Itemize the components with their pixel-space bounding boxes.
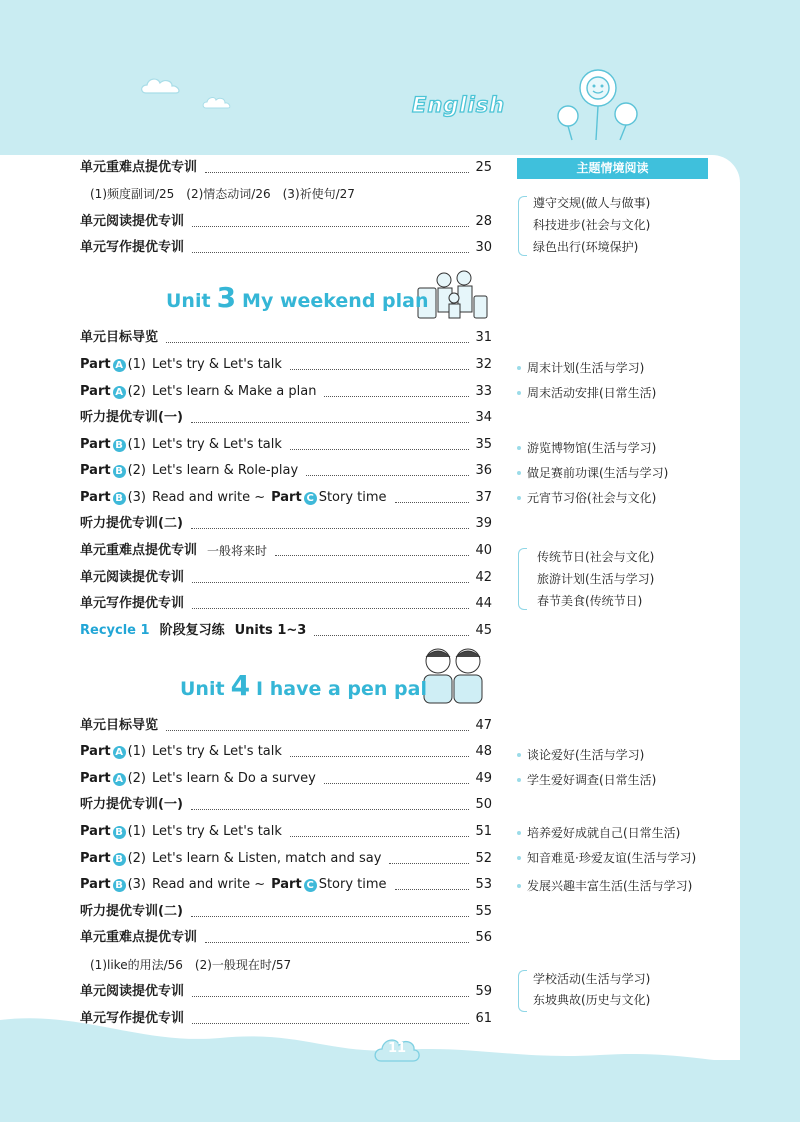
theme-item[interactable]: 传统节日(社会与文化) bbox=[537, 550, 655, 564]
theme-item[interactable]: 培养爱好成就自己(日常生活) bbox=[527, 826, 681, 840]
toc-row[interactable] bbox=[80, 594, 492, 614]
section-title: Let's learn & Make a plan bbox=[152, 384, 317, 399]
leader-dots bbox=[191, 528, 470, 529]
toc-label: 单元阅读提优专训 bbox=[80, 214, 185, 229]
theme-group-bracket bbox=[518, 196, 527, 256]
toc-label: 单元阅读提优专训 bbox=[80, 984, 185, 999]
part-letter-badge: B bbox=[113, 492, 126, 505]
part-letter-badge: C bbox=[304, 879, 317, 892]
part-letter-badge: B bbox=[113, 879, 126, 892]
theme-bullet bbox=[517, 778, 521, 782]
leader-dots bbox=[290, 369, 470, 370]
toc-row[interactable] bbox=[80, 212, 492, 232]
part-label: Part bbox=[80, 384, 111, 399]
part-label: Part bbox=[271, 490, 302, 505]
theme-item[interactable]: 谈论爱好(生活与学习) bbox=[527, 748, 645, 762]
toc-page: 61 bbox=[475, 1011, 492, 1026]
page-number: 11 bbox=[387, 1041, 407, 1056]
toc-page: 55 bbox=[475, 904, 492, 919]
theme-item[interactable]: 游览博物馆(生活与学习) bbox=[527, 441, 657, 455]
toc-page: 40 bbox=[475, 543, 492, 558]
toc-page: 56 bbox=[475, 930, 492, 945]
section-seq: (1) bbox=[127, 824, 146, 839]
section-seq: (1) bbox=[127, 744, 146, 759]
toc-row[interactable] bbox=[80, 982, 492, 1002]
toc-row[interactable] bbox=[80, 514, 492, 534]
part-label: Part bbox=[80, 824, 111, 839]
toc-row[interactable] bbox=[80, 621, 492, 641]
cloud-icon bbox=[202, 95, 234, 111]
unit-prefix: Unit bbox=[180, 678, 225, 700]
toc-page: 36 bbox=[475, 463, 492, 478]
toc-row[interactable] bbox=[80, 902, 492, 922]
part-letter-badge: A bbox=[113, 746, 126, 759]
toc-row[interactable] bbox=[80, 716, 492, 736]
toc-label: 单元写作提优专训 bbox=[80, 240, 185, 255]
section-seq: (2) bbox=[127, 851, 146, 866]
leader-dots bbox=[166, 730, 469, 731]
leader-dots bbox=[290, 449, 470, 450]
toc-page: 35 bbox=[475, 437, 492, 452]
toc-row[interactable] bbox=[80, 328, 492, 348]
theme-item[interactable]: 发展兴趣丰富生活(生活与学习) bbox=[527, 879, 693, 893]
toc-topic: 一般将来时 bbox=[207, 544, 268, 558]
theme-bullet bbox=[517, 753, 521, 757]
part-label: Part bbox=[80, 877, 111, 892]
leader-dots bbox=[192, 608, 469, 609]
toc-label: 单元重难点提优专训 bbox=[80, 930, 198, 945]
toc-row[interactable] bbox=[80, 238, 492, 258]
toc-page: 30 bbox=[475, 240, 492, 255]
leader-dots bbox=[290, 756, 470, 757]
leader-dots bbox=[192, 996, 469, 997]
leader-dots bbox=[192, 226, 469, 227]
theme-reading-header: 主题情境阅读 bbox=[517, 158, 708, 179]
section-title: Story time bbox=[318, 877, 387, 892]
part-letter-badge: B bbox=[113, 439, 126, 452]
theme-bullet bbox=[517, 856, 521, 860]
toc-label: 单元重难点提优专训 bbox=[80, 543, 198, 558]
leader-dots bbox=[395, 889, 470, 890]
toc-row[interactable] bbox=[80, 408, 492, 428]
toc-page: 49 bbox=[475, 771, 492, 786]
leader-dots bbox=[191, 422, 470, 423]
part-letter-badge: A bbox=[113, 773, 126, 786]
toc-row[interactable] bbox=[80, 568, 492, 588]
leader-dots bbox=[192, 252, 469, 253]
toc-label: 单元阅读提优专训 bbox=[80, 570, 185, 585]
leader-dots bbox=[275, 555, 469, 556]
unit-title-text: I have a pen pal bbox=[256, 678, 427, 700]
toc-page: 48 bbox=[475, 744, 492, 759]
leader-dots bbox=[191, 809, 470, 810]
right-margin-band bbox=[740, 155, 800, 1122]
cloud-icon bbox=[140, 75, 185, 97]
leader-dots bbox=[395, 502, 470, 503]
theme-group-bracket bbox=[518, 970, 527, 1012]
page-number-badge bbox=[373, 1033, 421, 1065]
toc-row[interactable] bbox=[80, 435, 492, 455]
toc-page: 25 bbox=[475, 160, 492, 175]
theme-item[interactable]: 遵守交规(做人与做事) bbox=[533, 196, 651, 210]
leader-dots bbox=[314, 635, 469, 636]
part-letter-badge: C bbox=[304, 492, 317, 505]
part-label: Part bbox=[80, 357, 111, 372]
theme-item[interactable]: 科技进步(社会与文化) bbox=[533, 218, 651, 232]
section-seq: (1) bbox=[127, 357, 146, 372]
part-label: Part bbox=[80, 437, 111, 452]
toc-page: 31 bbox=[475, 330, 492, 345]
toc-row[interactable] bbox=[80, 1009, 492, 1029]
theme-bullet bbox=[517, 496, 521, 500]
part-label: Part bbox=[80, 463, 111, 478]
toc-label: 单元写作提优专训 bbox=[80, 1011, 185, 1026]
leader-dots bbox=[306, 475, 469, 476]
part-label: Part bbox=[271, 877, 302, 892]
theme-bullet bbox=[517, 366, 521, 370]
leader-dots bbox=[166, 342, 469, 343]
toc-label: 阶段复习练 bbox=[159, 623, 225, 638]
theme-item[interactable]: 元宵节习俗(社会与文化) bbox=[527, 491, 657, 505]
unit-title-text: My weekend plan bbox=[242, 290, 429, 312]
toc-row[interactable] bbox=[80, 541, 492, 561]
sunflower-icon bbox=[548, 62, 643, 142]
toc-label: 听力提优专训(一) bbox=[80, 797, 183, 812]
toc-page: 59 bbox=[475, 984, 492, 999]
toc-row[interactable] bbox=[80, 875, 492, 895]
toc-row[interactable] bbox=[80, 769, 492, 789]
theme-bullet bbox=[517, 471, 521, 475]
toc-row[interactable] bbox=[80, 849, 492, 869]
unit-number: 3 bbox=[216, 281, 237, 314]
theme-item[interactable]: 春节美食(传统节日) bbox=[537, 594, 643, 608]
toc-row[interactable] bbox=[80, 355, 492, 375]
theme-item[interactable]: 周末活动安排(日常生活) bbox=[527, 386, 657, 400]
section-title: Story time bbox=[318, 490, 387, 505]
toc-label: 单元重难点提优专训 bbox=[80, 160, 198, 175]
theme-item[interactable]: 东坡典故(历史与文化) bbox=[533, 993, 651, 1007]
part-label: Part bbox=[80, 851, 111, 866]
theme-bullet bbox=[517, 884, 521, 888]
theme-bullet bbox=[517, 391, 521, 395]
theme-item[interactable]: 绿色出行(环境保护) bbox=[533, 240, 639, 254]
toc-row[interactable] bbox=[80, 822, 492, 842]
toc-label: 单元目标导览 bbox=[80, 330, 159, 345]
leader-dots bbox=[389, 863, 469, 864]
toc-page: 28 bbox=[475, 214, 492, 229]
toc-page: 33 bbox=[475, 384, 492, 399]
toc-page: 51 bbox=[475, 824, 492, 839]
section-title: Let's learn & Do a survey bbox=[152, 771, 316, 786]
part-letter-badge: A bbox=[113, 386, 126, 399]
section-title: Let's try & Let's talk bbox=[152, 357, 282, 372]
toc-row[interactable] bbox=[80, 158, 492, 178]
leader-dots bbox=[324, 783, 470, 784]
unit-prefix: Unit bbox=[166, 290, 211, 312]
part-letter-badge: B bbox=[113, 826, 126, 839]
leader-dots bbox=[192, 582, 469, 583]
theme-bullet bbox=[517, 831, 521, 835]
toc-page: 39 bbox=[475, 516, 492, 531]
toc-label: 单元写作提优专训 bbox=[80, 596, 185, 611]
toc-label: 听力提优专训(二) bbox=[80, 904, 183, 919]
leader-dots bbox=[324, 396, 469, 397]
leader-dots bbox=[192, 1023, 469, 1024]
section-title: Let's learn & Listen, match and say bbox=[152, 851, 382, 866]
section-title: Read and write ~ bbox=[152, 490, 266, 505]
theme-item[interactable]: 做足赛前功课(生活与学习) bbox=[527, 466, 669, 480]
toc-units-range: Units 1~3 bbox=[234, 623, 307, 638]
toc-page: 45 bbox=[475, 623, 492, 638]
leader-dots bbox=[191, 916, 470, 917]
toc-row[interactable] bbox=[80, 461, 492, 481]
section-title: Let's try & Let's talk bbox=[152, 437, 282, 452]
section-seq: (1) bbox=[127, 437, 146, 452]
toc-row[interactable] bbox=[80, 928, 492, 948]
toc-page: 42 bbox=[475, 570, 492, 585]
part-label: Part bbox=[80, 771, 111, 786]
leader-dots bbox=[205, 942, 469, 943]
toc-page: 53 bbox=[475, 877, 492, 892]
theme-item[interactable]: 旅游计划(生活与学习) bbox=[537, 572, 655, 586]
toc-page: 37 bbox=[475, 490, 492, 505]
theme-item[interactable]: 学校活动(生活与学习) bbox=[533, 972, 651, 986]
english-logo: English bbox=[412, 93, 506, 117]
toc-row[interactable] bbox=[80, 795, 492, 815]
part-label: Part bbox=[80, 744, 111, 759]
section-seq: (3) bbox=[127, 490, 146, 505]
leader-dots bbox=[205, 172, 469, 173]
section-title: Let's try & Let's talk bbox=[152, 744, 282, 759]
toc-label: 听力提优专训(二) bbox=[80, 516, 183, 531]
section-title: Let's learn & Role-play bbox=[152, 463, 299, 478]
theme-item[interactable]: 知音难觅·珍爱友谊(生活与学习) bbox=[527, 851, 697, 865]
toc-label: 听力提优专训(一) bbox=[80, 410, 183, 425]
toc-label: 单元目标导览 bbox=[80, 718, 159, 733]
part-letter-badge: A bbox=[113, 359, 126, 372]
leader-dots bbox=[290, 836, 470, 837]
toc-row[interactable] bbox=[80, 382, 492, 402]
theme-item[interactable]: 学生爱好调查(日常生活) bbox=[527, 773, 657, 787]
toc-row[interactable] bbox=[80, 742, 492, 762]
section-seq: (2) bbox=[127, 463, 146, 478]
toc-row[interactable] bbox=[80, 488, 492, 508]
section-title: Let's try & Let's talk bbox=[152, 824, 282, 839]
toc-page: 47 bbox=[475, 718, 492, 733]
toc-page: 44 bbox=[475, 596, 492, 611]
part-letter-badge: B bbox=[113, 465, 126, 478]
theme-group-bracket bbox=[518, 548, 527, 610]
toc-subtopics: (1)频度副词/25 (2)情态动词/26 (3)祈使句/27 bbox=[90, 187, 355, 201]
toc-page: 52 bbox=[475, 851, 492, 866]
unit-heading[interactable] bbox=[166, 281, 429, 314]
recycle-label: Recycle 1 bbox=[80, 623, 150, 638]
unit-heading[interactable] bbox=[180, 669, 427, 702]
toc-page: 50 bbox=[475, 797, 492, 812]
section-seq: (3) bbox=[127, 877, 146, 892]
toc-subtopics: (1)like的用法/56 (2)一般现在时/57 bbox=[90, 958, 292, 972]
section-seq: (2) bbox=[127, 384, 146, 399]
toc-page: 34 bbox=[475, 410, 492, 425]
part-letter-badge: B bbox=[113, 853, 126, 866]
section-seq: (2) bbox=[127, 771, 146, 786]
theme-item[interactable]: 周末计划(生活与学习) bbox=[527, 361, 645, 375]
toc-page: 32 bbox=[475, 357, 492, 372]
theme-bullet bbox=[517, 446, 521, 450]
unit-number: 4 bbox=[230, 669, 251, 702]
section-title: Read and write ~ bbox=[152, 877, 266, 892]
part-label: Part bbox=[80, 490, 111, 505]
